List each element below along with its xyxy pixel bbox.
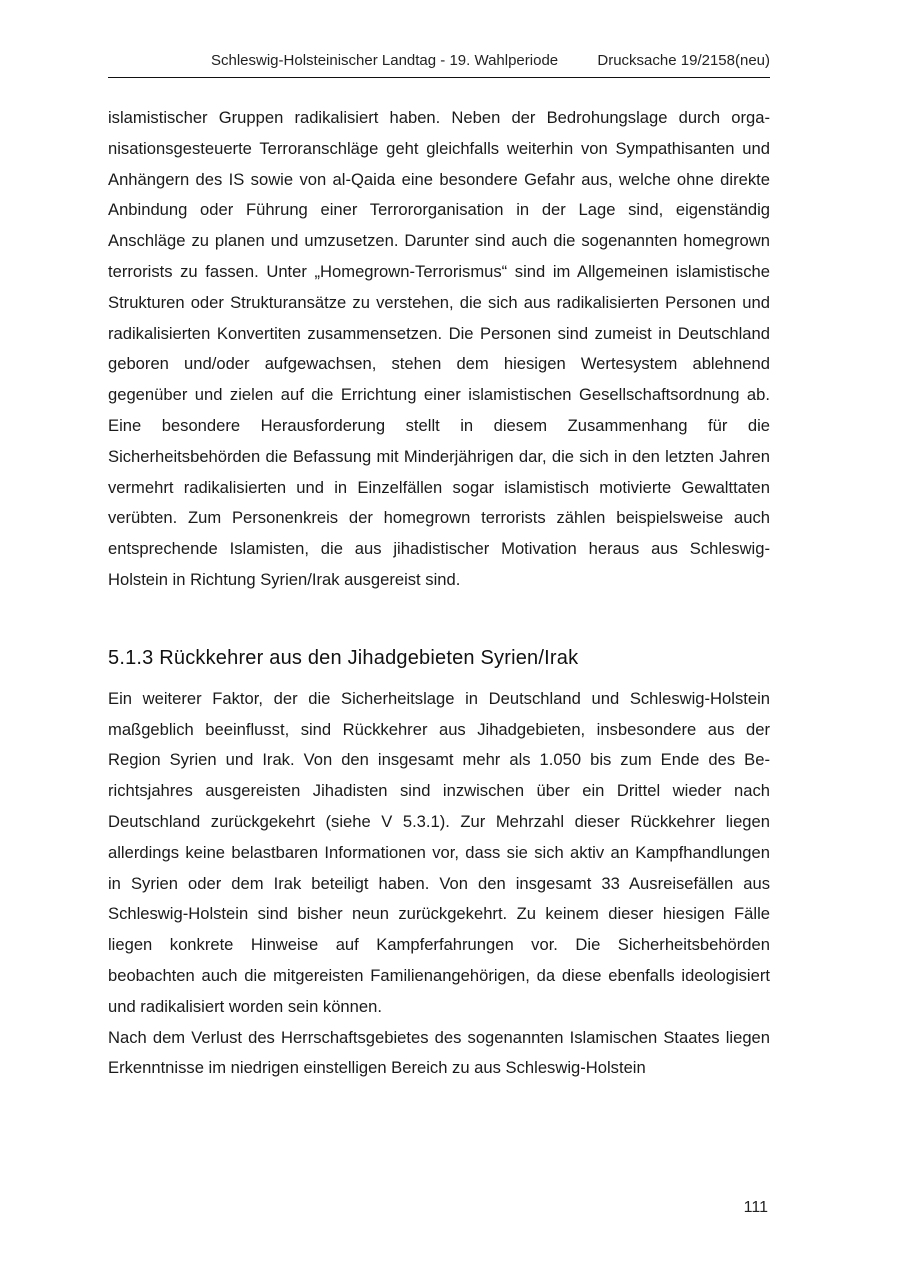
body-paragraph-2: Ein weiterer Faktor, der die Sicherheitslage in Deutschland und Schleswig-Holstein maßgeblich beeinflusst, sind Rückkehrer aus Jihadgebieten, insbesondere aus der Region Syrien und Irak. Von den insgesamt mehr als 1.050 bis zum Ende des Berichtsjahres ausgereisten Jihadisten sind inzwischen über ein Drittel wieder nach Deutschland zurückgekehrt (siehe V 5.3.1). Zur Mehrzahl dieser Rückkehrer liegen allerdings keine belastbaren Informationen vor, dass sie sich aktiv an Kampfhandlungen in Syrien oder dem Irak beteiligt haben. Von den insgesamt 33 Ausreisefällen aus Schleswig-Holstein sind bisher neun zurückgekehrt. Zu keinem dieser hiesigen Fälle liegen konkrete Hinweise auf Kampferfahrungen vor. Die Sicherheitsbehörden beobachten auch die mitgereisten Familienangehörigen, da diese ebenfalls ideologisiert und radikalisiert worden sein können.	[108, 688, 770, 1016]
body-paragraph-3: Nach dem Verlust des Herrschaftsgebietes des sogenannten Islamischen Staates liegen Erkenntnisse im niedrigen einstelligen Bereich zu aus Schleswig-Holstein	[108, 1027, 770, 1078]
page-header	[108, 52, 770, 76]
header-document-number: Drucksache 19/2158(neu)	[597, 52, 770, 69]
body-paragraph-1: islamistischer Gruppen radikalisiert haben. Neben der Bedrohungslage durch organisationsgesteuerte Terroranschläge geht gleichfalls weiterhin von Sympathisanten und Anhängern des IS sowie von al-Qaida eine besondere Gefahr aus, welche ohne direkte Anbindung oder Führung einer Terrororganisation in der Lage sind, eigenständig Anschläge zu planen und umzusetzen. Darunter sind auch die sogenannten homegrown terrorists zu fassen. Unter „Homegrown-Terrorismus“ sind im Allgemeinen islamistische Strukturen oder Strukturansätze zu verstehen, die sich aus radikalisierten Personen und radikalisierten Konvertiten zusammensetzen. Die Personen sind zumeist in Deutschland geboren und/oder aufgewachsen, stehen dem hiesigen Wertesystem ablehnend gegenüber und zielen auf die Errichtung einer islamistischen Gesellschaftsordnung ab. Eine besondere Herausforderung stellt in diesem Zusammenhang für die Sicherheitsbehörden die Befassung mit Minderjährigen dar, die sich in den letzten Jahren vermehrt radikalisierten und in Einzelfällen sogar islamistisch motivierte Gewalttaten verübten. Zum Personenkreis der homegrown terrorists zählen beispielsweise auch entsprechende Islamisten, die aus jihadistischer Motivation heraus aus Schleswig-Holstein in Richtung Syrien/Irak ausgereist sind.	[108, 108, 770, 589]
header-divider	[108, 77, 770, 78]
page-number: 111	[743, 1199, 768, 1216]
section-heading: 5.1.3 Rückkehrer aus den Jihadgebieten Syrien/Irak	[108, 646, 579, 669]
document-body	[108, 103, 770, 1084]
header-title: Schleswig-Holsteinischer Landtag - 19. Wahlperiode	[211, 52, 559, 69]
